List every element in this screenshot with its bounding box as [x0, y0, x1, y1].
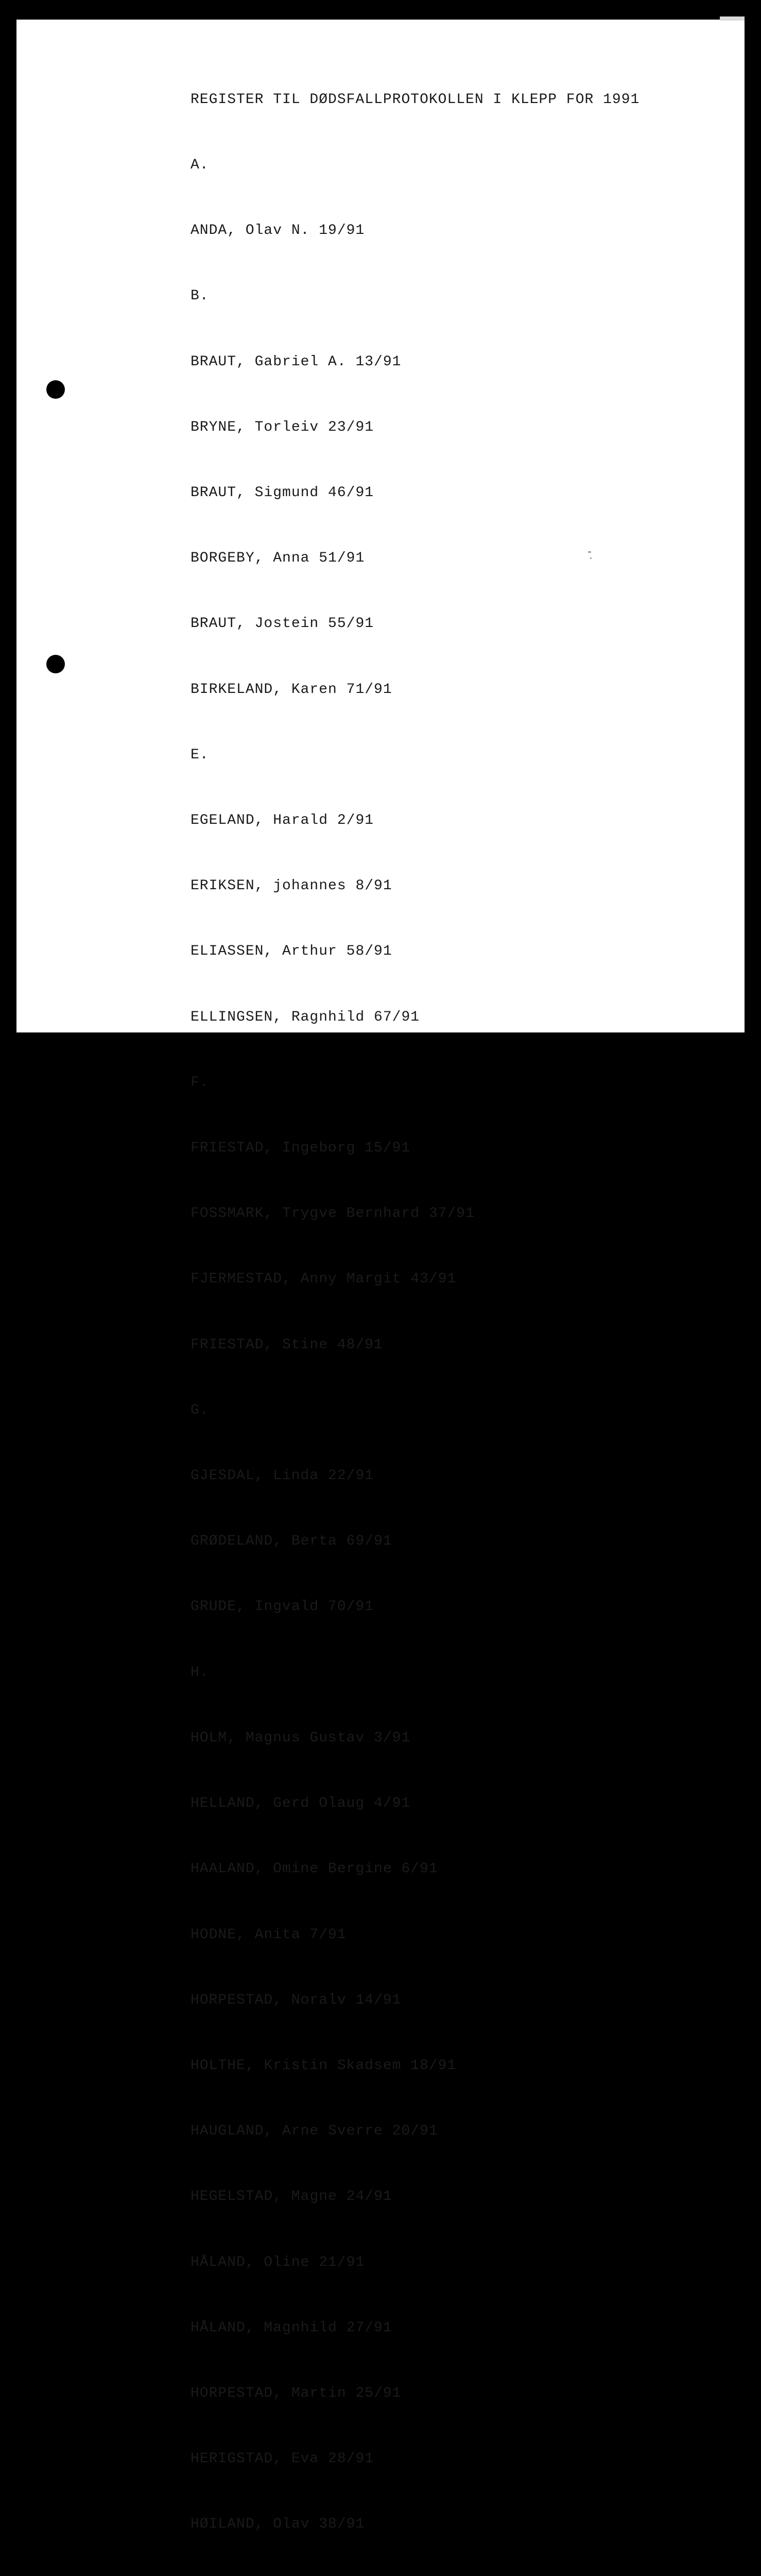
register-entry: HOLM, Magnus Gustav 3/91: [191, 1730, 411, 1746]
register-entry: HORPESTAD, Martin 25/91: [191, 2385, 402, 2401]
register-entry: GRUDE, Ingvald 70/91: [191, 1599, 374, 1615]
punch-hole: [46, 655, 65, 673]
register-entry: HEGELSTAD, Magne 24/91: [191, 2189, 392, 2205]
register-entry: BRAUT, Gabriel A. 13/91: [191, 353, 402, 370]
register-entry: ANDA, Olav N. 19/91: [191, 223, 365, 239]
register-entry: HØILAND, Olav 38/91: [191, 2516, 365, 2533]
section-heading: B.: [191, 288, 209, 304]
register-entry: FRIESTAD, Stine 48/91: [191, 1336, 383, 1353]
register-entry: BIRKELAND, Karen 71/91: [191, 681, 392, 698]
register-entry: BRAUT, Jostein 55/91: [191, 616, 374, 632]
register-entry: ELLINGSEN, Ragnhild 67/91: [191, 1009, 420, 1025]
register-entry: HODNE, Anita 7/91: [191, 1926, 347, 1943]
register-entry: FRIESTAD, Ingeborg 15/91: [191, 1140, 411, 1157]
section-heading: H.: [191, 1664, 209, 1681]
register-entry: GRØDELAND, Berta 69/91: [191, 1533, 392, 1550]
register-text: [191, 45, 716, 2576]
register-entry: FJERMESTAD, Anny Margit 43/91: [191, 1271, 457, 1287]
register-entry: BRYNE, Torleiv 23/91: [191, 419, 374, 435]
register-entry: HELLAND, Gerd Olaug 4/91: [191, 1795, 411, 1812]
scan-edge-strip: [720, 16, 745, 21]
document-title: REGISTER TIL DØDSFALLPROTOKOLLEN I KLEPP FOR 1991: [191, 91, 640, 108]
register-entry: HOLTHE, Kristin Skadsem 18/91: [191, 2057, 457, 2074]
register-entry: HORPESTAD, Noralv 14/91: [191, 1992, 402, 2008]
section-heading: A.: [191, 157, 209, 174]
section-heading: G.: [191, 1402, 209, 1418]
section-heading: E.: [191, 747, 209, 763]
register-entry: HAALAND, Omine Bergine 6/91: [191, 1861, 438, 1877]
register-entry: HAUGLAND, Arne Sverre 20/91: [191, 2123, 438, 2140]
register-entry: HÅLAND, Oline 21/91: [191, 2254, 365, 2270]
register-entry: HÅLAND, Magnhild 27/91: [191, 2319, 392, 2336]
register-entry: BRAUT, Sigmund 46/91: [191, 485, 374, 501]
register-entry: ERIKSEN, johannes 8/91: [191, 878, 392, 894]
register-entry: HERIGSTAD, Eva 28/91: [191, 2451, 374, 2467]
register-entry: ELIASSEN, Arthur 58/91: [191, 943, 392, 960]
punch-hole: [46, 380, 65, 399]
register-entry: BORGEBY, Anna 51/91: [191, 550, 365, 567]
register-entry: FOSSMARK, Trygve Bernhard 37/91: [191, 1206, 475, 1222]
register-entry: EGELAND, Harald 2/91: [191, 812, 374, 829]
section-heading: F.: [191, 1074, 209, 1091]
register-entry: GJESDAL, Linda 22/91: [191, 1468, 374, 1484]
